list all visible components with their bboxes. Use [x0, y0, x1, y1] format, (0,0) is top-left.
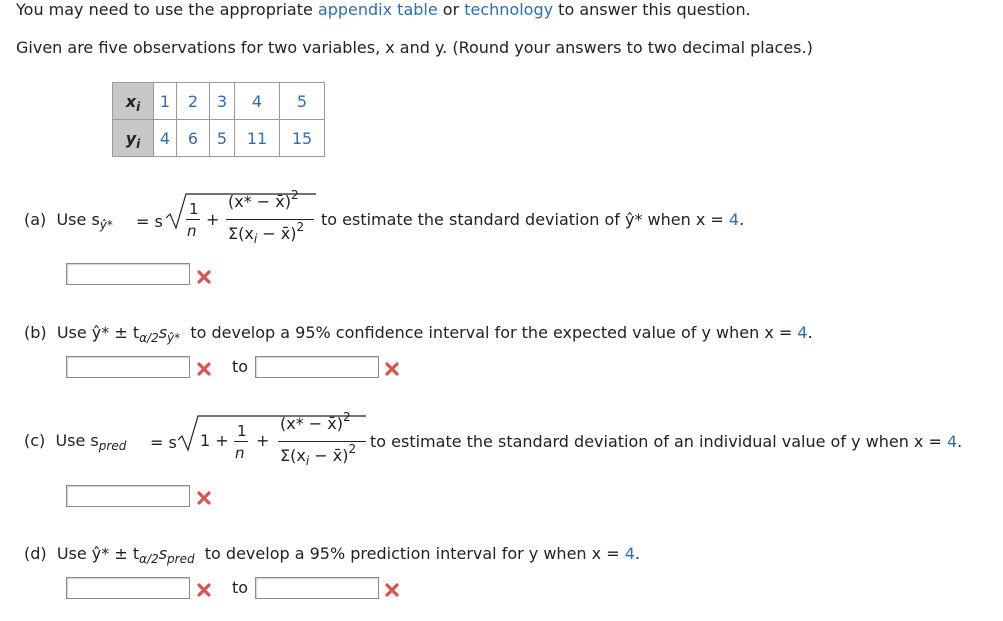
part-a-label: (a) Use $s_{ŷ*}$ — [24, 210, 113, 232]
plus-sign: + — [256, 431, 270, 450]
y-value: 6 — [177, 120, 210, 157]
question-prompt: Given are five observations for two variables, x and y. (Round your answers to two decimal places.) — [16, 38, 813, 57]
equals-s: = s — [136, 212, 163, 231]
plus-sign: + — [206, 210, 220, 229]
x-mark-icon — [196, 269, 214, 287]
y-header: $y_i$ — [113, 120, 154, 157]
x-mark-icon — [196, 490, 214, 508]
part-a-answer-input[interactable] — [66, 263, 190, 285]
x-header: $x_i$ — [113, 83, 154, 120]
fraction-denominator: $\Sigma(x_i$ − x̄)$^2$ — [228, 220, 305, 246]
y-value: 11 — [235, 120, 280, 157]
x-mark-icon — [196, 361, 214, 379]
fraction-denominator: n — [235, 444, 245, 462]
intro-line — [16, 0, 751, 19]
x-mark-icon — [384, 361, 402, 379]
intro-text: to answer this question. — [553, 0, 751, 19]
x-value: 1 — [154, 83, 177, 120]
equals-s: = s — [150, 433, 177, 452]
fraction-bar — [234, 441, 248, 442]
to-label: to — [232, 578, 249, 597]
part-d-upper-input[interactable] — [255, 577, 379, 599]
one-plus: 1 + — [200, 431, 229, 450]
technology-link[interactable]: technology — [464, 0, 554, 19]
part-c-label: (c) Use $s_{pred}$ — [24, 431, 127, 453]
fraction-bar — [186, 219, 200, 220]
x-value: 5 — [280, 83, 325, 120]
x-value: 2 — [177, 83, 210, 120]
x-value: 4 — [235, 83, 280, 120]
fraction-numerator: 1 — [189, 200, 199, 218]
intro-text: You may need to use the appropriate — [16, 0, 318, 19]
observation-table — [112, 82, 325, 157]
part-d-label: (d) Use ŷ* ± $t_{\alpha/2}s_{pred}$ to develop a 95% prediction interval for y when x = 4. — [24, 544, 640, 566]
intro-text: or — [437, 0, 465, 19]
y-value: 5 — [210, 120, 235, 157]
y-row — [113, 120, 325, 157]
part-b-label: (b) Use ŷ* ± $t_{\alpha/2}s_{ŷ*}$ to develop a 95% confidence interval for the expected value of y when x = 4. — [24, 323, 813, 345]
part-b-lower-input[interactable] — [66, 356, 190, 378]
x-value: 3 — [210, 83, 235, 120]
x-mark-icon — [384, 582, 402, 600]
y-value: 4 — [154, 120, 177, 157]
fraction-numerator: (x* − x̄)$^2$ — [228, 188, 299, 211]
x-row — [113, 83, 325, 120]
appendix-table-link[interactable]: appendix table — [317, 0, 438, 19]
part-c-instruction: to estimate the standard deviation of an individual value of y when x = 4. — [370, 432, 963, 451]
fraction-denominator: n — [187, 222, 197, 240]
part-d-lower-input[interactable] — [66, 577, 190, 599]
fraction-denominator: $\Sigma(x_i$ − x̄)$^2$ — [280, 442, 357, 468]
part-b-upper-input[interactable] — [255, 356, 379, 378]
to-label: to — [232, 357, 249, 376]
part-c-answer-input[interactable] — [66, 485, 190, 507]
y-value: 15 — [280, 120, 325, 157]
part-a-instruction: to estimate the standard deviation of ŷ* when x = 4. — [321, 210, 745, 229]
fraction-numerator: (x* − x̄)$^2$ — [280, 410, 351, 433]
fraction-numerator: 1 — [237, 422, 247, 440]
x-mark-icon — [196, 582, 214, 600]
